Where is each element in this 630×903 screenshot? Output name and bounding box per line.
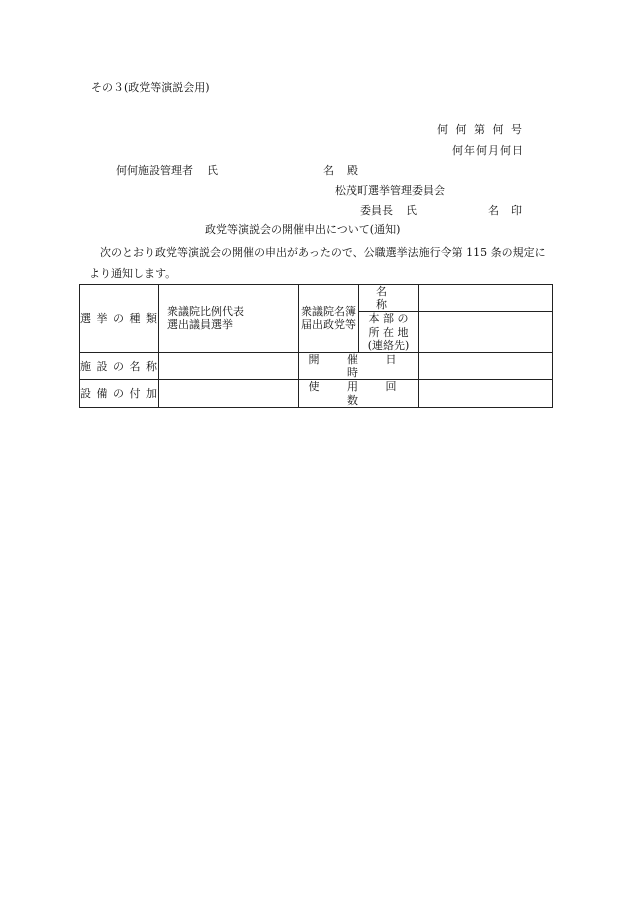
notice-table <box>79 284 553 408</box>
sender-family-name-placeholder: 氏 <box>406 204 417 217</box>
party-name-label: 名 称 <box>359 285 419 312</box>
event-datetime-value <box>419 352 553 379</box>
addressee-label: 何何施設管理者 <box>116 164 193 177</box>
sender-organization: 松茂町選挙管理委員会 <box>335 184 445 197</box>
election-type-label: 選 挙 の 種 類 <box>80 285 159 353</box>
election-type-value-line2: 選出議員選挙 <box>167 318 233 332</box>
document-date: 何年何月何日 <box>452 144 524 157</box>
party-address-label <box>359 312 419 353</box>
event-datetime-label: 開 催 日 時 <box>299 352 419 379</box>
sender-given-name-placeholder: 名 <box>488 204 499 217</box>
form-label: その３(政党等演説会用) <box>91 81 210 94</box>
equipment-label: 設 備 の 付 加 <box>80 380 159 407</box>
sender-seal: 印 <box>511 204 522 217</box>
table-row <box>80 380 553 407</box>
equipment-value <box>159 380 299 407</box>
party-label-line1: 衆議院名簿 <box>301 305 356 319</box>
facility-name-label: 施 設 の 名 称 <box>80 352 159 379</box>
usage-count-value <box>419 380 553 407</box>
usage-count-label: 使 用 回 数 <box>299 380 419 407</box>
party-address-label-line1: 本 部 の <box>368 312 409 326</box>
party-label-line2: 届出政党等 <box>301 318 356 332</box>
party-address-label-line3: (連絡先) <box>367 338 410 352</box>
document-title: 政党等演説会の開催申出について(通知) <box>205 223 401 236</box>
sender-title: 委員長 <box>360 204 393 217</box>
party-address-value <box>419 312 553 353</box>
election-type-value <box>159 285 299 353</box>
facility-name-value <box>159 352 299 379</box>
addressee-given-name-placeholder: 名 <box>323 164 334 177</box>
body-text: 次のとおり政党等演説会の開催の申出があったので、公職選挙法施行令第 115 条の規定により通知します。 <box>89 246 546 280</box>
party-address-label-line2: 所 在 地 <box>368 325 409 339</box>
party-name-value <box>419 285 553 312</box>
table-row <box>80 285 553 312</box>
document-number: 何 何 第 何 号 <box>437 123 524 136</box>
addressee-family-name-placeholder: 氏 <box>207 164 218 177</box>
table-row <box>80 352 553 379</box>
election-type-value-line1: 衆議院比例代表 <box>167 305 244 319</box>
party-label <box>299 285 359 353</box>
addressee-honorific: 殿 <box>347 164 358 177</box>
